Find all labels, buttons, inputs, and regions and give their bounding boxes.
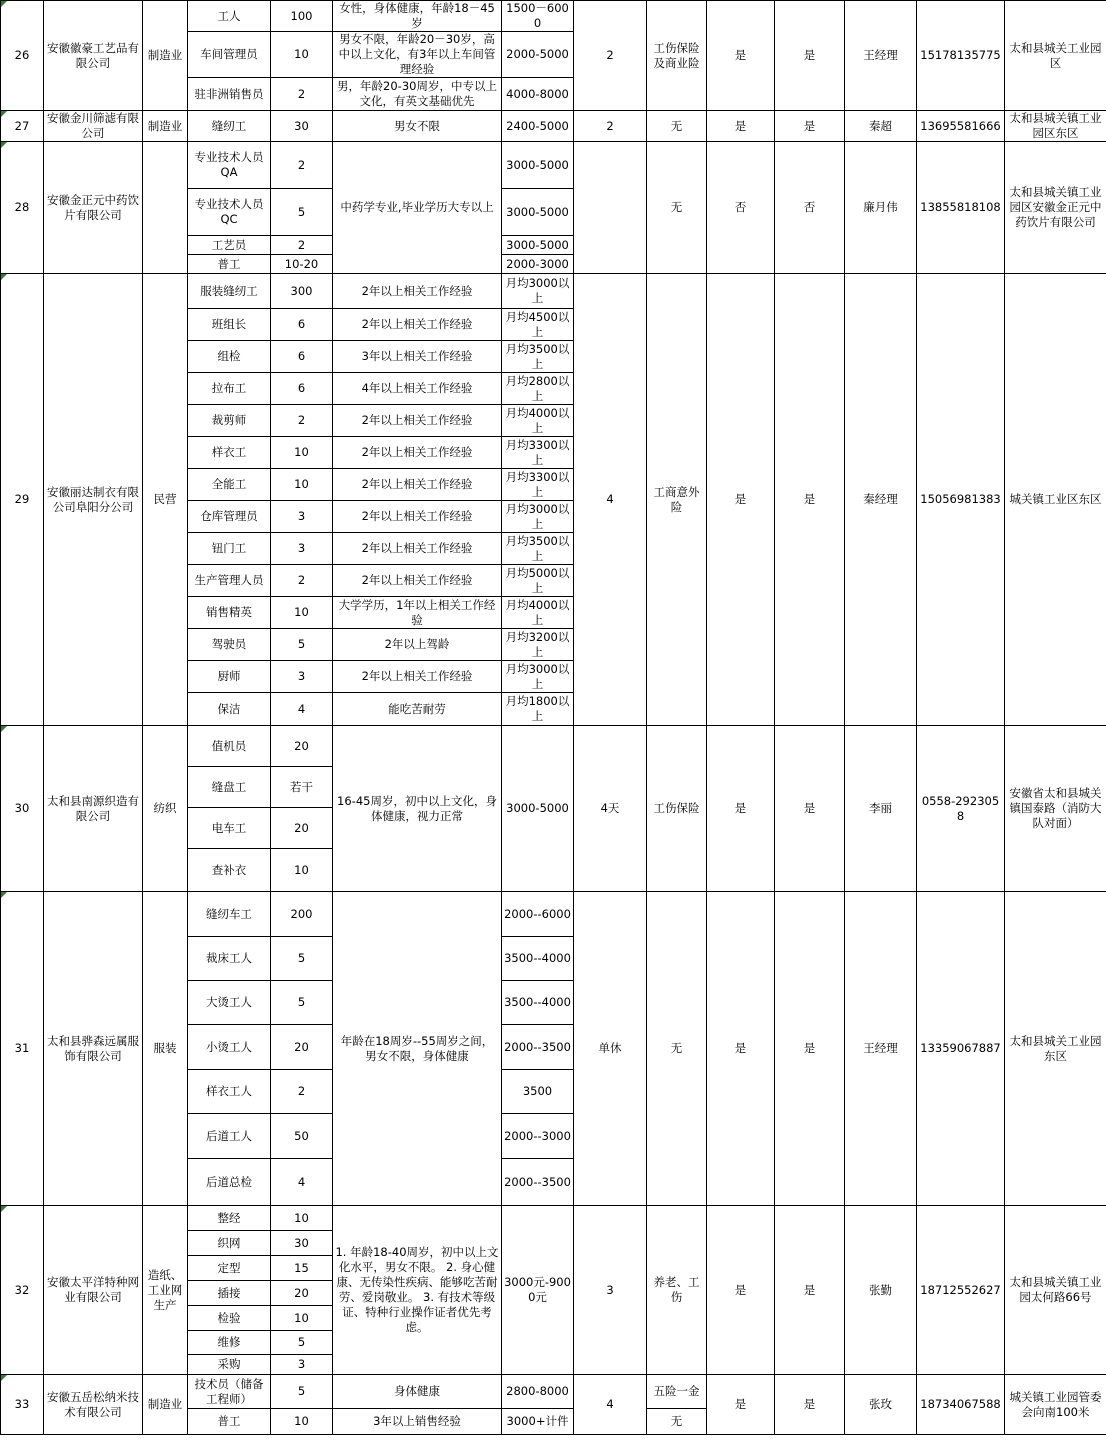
position-count-cell: 5: [271, 629, 333, 661]
contact-cell: 秦超: [845, 111, 917, 142]
position-count-cell: 30: [271, 1231, 333, 1256]
position-title-cell: 仓库管理员: [188, 501, 271, 533]
position-count-cell: 6: [271, 373, 333, 405]
position-title-cell: 查补衣: [188, 849, 271, 892]
salary-cell: 月均3000以上: [502, 274, 574, 309]
salary-cell: 月均1800以上: [502, 693, 574, 726]
rest-days-cell: 3: [574, 1206, 647, 1375]
position-title-cell: 班组长: [188, 309, 271, 341]
table-row: [1, 111, 1106, 142]
position-count-cell: 10: [271, 1409, 333, 1435]
position-count-cell: 10: [271, 437, 333, 469]
insurance-cell: 无: [647, 142, 707, 274]
position-count-cell: 4: [271, 693, 333, 726]
rest-days-cell: 2: [574, 1, 647, 111]
position-title-cell: 普工: [188, 255, 271, 274]
position-title-cell: 裁剪师: [188, 405, 271, 437]
table-row: [1, 1375, 1106, 1409]
position-count-cell: 10: [271, 1206, 333, 1231]
requirement-cell: 2年以上相关工作经验: [333, 405, 502, 437]
salary-cell: 2800-8000: [502, 1375, 574, 1409]
address-cell: 太和县城关镇工业园区东区: [1005, 111, 1106, 142]
requirement-cell: 年龄在18周岁--55周岁之间，男女不限，身体健康: [333, 892, 502, 1206]
position-count-cell: 15: [271, 1256, 333, 1281]
position-title-cell: 专业技术人员QC: [188, 189, 271, 236]
requirement-cell: 女性，身体健康，年龄18－45岁: [333, 1, 502, 32]
salary-cell: 月均4000以上: [502, 405, 574, 437]
company-name-cell: 安徽丽达制衣有限公司阜阳分公司: [44, 274, 143, 726]
position-title-cell: 缝纫车工: [188, 892, 271, 937]
position-title-cell: 值机员: [188, 726, 271, 767]
requirement-cell: 4年以上相关工作经验: [333, 373, 502, 405]
requirement-cell: 身体健康: [333, 1375, 502, 1409]
salary-cell: 4000-8000: [502, 78, 574, 111]
industry-cell: 纺织: [143, 726, 188, 892]
position-title-cell: 厨师: [188, 661, 271, 693]
insurance-cell: 工商意外险: [647, 274, 707, 726]
housing-cell: 是: [775, 111, 845, 142]
housing-cell: 是: [775, 274, 845, 726]
position-title-cell: 组检: [188, 341, 271, 373]
position-count-cell: 3: [271, 533, 333, 565]
salary-cell: 1500－6000: [502, 1, 574, 32]
position-count-cell: 100: [271, 1, 333, 32]
salary-cell: 3000-5000: [502, 236, 574, 255]
salary-cell: 3500--4000: [502, 981, 574, 1025]
housing-cell: 否: [775, 142, 845, 274]
position-count-cell: 20: [271, 1281, 333, 1306]
salary-cell: 2000-5000: [502, 32, 574, 78]
industry-cell: 民营: [143, 274, 188, 726]
phone-cell: 13695581666: [917, 111, 1005, 142]
position-count-cell: 5: [271, 1331, 333, 1355]
position-count-cell: 10: [271, 32, 333, 78]
position-title-cell: 小烫工人: [188, 1025, 271, 1070]
salary-cell: 2000--3500: [502, 1159, 574, 1206]
company-name-cell: 安徽金川筛滤有限公司: [44, 111, 143, 142]
position-count-cell: 20: [271, 726, 333, 767]
position-title-cell: 普工: [188, 1409, 271, 1435]
position-title-cell: 整经: [188, 1206, 271, 1231]
salary-cell: 2000--3500: [502, 1025, 574, 1070]
table-row: [1, 274, 1106, 309]
position-count-cell: 若干: [271, 767, 333, 808]
rest-days-cell: 4天: [574, 726, 647, 892]
company-no-cell: 26: [1, 1, 44, 111]
industry-cell: 制造业: [143, 1375, 188, 1435]
salary-cell: 2000--3000: [502, 1114, 574, 1159]
meals-cell: 是: [707, 274, 775, 726]
meals-cell: 是: [707, 1, 775, 111]
position-title-cell: 织网: [188, 1231, 271, 1256]
salary-cell: 2000-3000: [502, 255, 574, 274]
company-name-cell: 安徽徽豪工艺品有限公司: [44, 1, 143, 111]
position-title-cell: 检验: [188, 1306, 271, 1331]
position-count-cell: 20: [271, 808, 333, 849]
address-cell: 太和县城关镇工业园太何路66号: [1005, 1206, 1106, 1375]
requirement-cell: 男女不限，年龄20－30岁，高中以上文化，有3年以上车间管理经验: [333, 32, 502, 78]
position-title-cell: 保洁: [188, 693, 271, 726]
company-no-cell: 29: [1, 274, 44, 726]
insurance-cell: 无: [647, 892, 707, 1206]
position-title-cell: 后道总检: [188, 1159, 271, 1206]
salary-cell: 3000+计件: [502, 1409, 574, 1435]
company-no-cell: 33: [1, 1375, 44, 1435]
salary-cell: 月均4000以上: [502, 597, 574, 629]
table-row: [1, 142, 1106, 189]
phone-cell: 15056981383: [917, 274, 1005, 726]
salary-cell: 3000元-9000元: [502, 1206, 574, 1375]
position-title-cell: 技术员（储备工程师）: [188, 1375, 271, 1409]
phone-cell: 18712552627: [917, 1206, 1005, 1375]
requirement-cell: 2年以上相关工作经验: [333, 533, 502, 565]
meals-cell: 是: [707, 726, 775, 892]
requirement-cell: 2年以上相关工作经验: [333, 565, 502, 597]
position-title-cell: 后道工人: [188, 1114, 271, 1159]
requirement-cell: 男女不限: [333, 111, 502, 142]
position-title-cell: 大烫工人: [188, 981, 271, 1025]
address-cell: 太和县城关镇工业园区安徽金正元中药饮片有限公司: [1005, 142, 1106, 274]
salary-cell: 月均2800以上: [502, 373, 574, 405]
salary-cell: 3500--4000: [502, 937, 574, 981]
position-count-cell: 30: [271, 111, 333, 142]
insurance-cell: 五险一金: [647, 1375, 707, 1409]
position-count-cell: 5: [271, 937, 333, 981]
salary-cell: 月均3300以上: [502, 437, 574, 469]
position-count-cell: 50: [271, 1114, 333, 1159]
position-count-cell: 2: [271, 236, 333, 255]
table-row: [1, 1, 1106, 32]
contact-cell: 秦经理: [845, 274, 917, 726]
phone-cell: 15178135775: [917, 1, 1005, 111]
requirement-cell: 2年以上相关工作经验: [333, 469, 502, 501]
requirement-cell: 男，年龄20-30周岁，中专以上文化，有英文基础优先: [333, 78, 502, 111]
salary-cell: 月均4500以上: [502, 309, 574, 341]
insurance-cell: 工伤保险: [647, 726, 707, 892]
salary-cell: 月均3000以上: [502, 501, 574, 533]
salary-cell: 3000-5000: [502, 142, 574, 189]
position-count-cell: 10: [271, 597, 333, 629]
position-count-cell: 5: [271, 189, 333, 236]
housing-cell: 是: [775, 892, 845, 1206]
address-cell: 太和县城关工业园区: [1005, 1, 1106, 111]
requirement-cell: 大学学历，1年以上相关工作经验: [333, 597, 502, 629]
position-title-cell: 钮门工: [188, 533, 271, 565]
position-count-cell: 3: [271, 1355, 333, 1375]
industry-cell: 服装: [143, 892, 188, 1206]
position-count-cell: 10: [271, 1306, 333, 1331]
position-count-cell: 3: [271, 501, 333, 533]
salary-cell: 月均3200以上: [502, 629, 574, 661]
housing-cell: 是: [775, 1, 845, 111]
meals-cell: 否: [707, 142, 775, 274]
rest-days-cell: 单休: [574, 892, 647, 1206]
position-title-cell: 缝盘工: [188, 767, 271, 808]
requirement-cell: 中药学专业,毕业学历大专以上: [333, 142, 502, 274]
table-row: [1, 1206, 1106, 1231]
requirement-cell: 2年以上相关工作经验: [333, 661, 502, 693]
position-count-cell: 200: [271, 892, 333, 937]
salary-cell: 月均3500以上: [502, 533, 574, 565]
position-title-cell: 驾驶员: [188, 629, 271, 661]
requirement-cell: 16-45周岁，初中以上文化，身体健康，视力正常: [333, 726, 502, 892]
address-cell: 城关镇工业园管委会向南100米: [1005, 1375, 1106, 1435]
position-title-cell: 车间管理员: [188, 32, 271, 78]
position-count-cell: 5: [271, 981, 333, 1025]
company-no-cell: 31: [1, 892, 44, 1206]
position-count-cell: 3: [271, 661, 333, 693]
position-count-cell: 4: [271, 1159, 333, 1206]
position-title-cell: 全能工: [188, 469, 271, 501]
company-name-cell: 安徽太平洋特种网业有限公司: [44, 1206, 143, 1375]
position-count-cell: 10: [271, 469, 333, 501]
position-count-cell: 6: [271, 309, 333, 341]
requirement-cell: 2年以上相关工作经验: [333, 274, 502, 309]
industry-cell: 制造业: [143, 111, 188, 142]
company-no-cell: 28: [1, 142, 44, 274]
table-row: [1, 892, 1106, 937]
position-title-cell: 生产管理人员: [188, 565, 271, 597]
position-title-cell: 工人: [188, 1, 271, 32]
meals-cell: 是: [707, 1206, 775, 1375]
contact-cell: 张勤: [845, 1206, 917, 1375]
position-title-cell: 工艺员: [188, 236, 271, 255]
position-count-cell: 2: [271, 78, 333, 111]
position-title-cell: 缝纫工: [188, 111, 271, 142]
contact-cell: 李丽: [845, 726, 917, 892]
position-title-cell: 插接: [188, 1281, 271, 1306]
position-count-cell: 10: [271, 849, 333, 892]
requirement-cell: 2年以上驾龄: [333, 629, 502, 661]
position-title-cell: 样衣工人: [188, 1070, 271, 1114]
industry-cell: 造纸、工业网生产: [143, 1206, 188, 1375]
rest-days-cell: 2: [574, 111, 647, 142]
position-title-cell: 维修: [188, 1331, 271, 1355]
company-name-cell: 太和县骅森远属服饰有限公司: [44, 892, 143, 1206]
salary-cell: 月均3000以上: [502, 661, 574, 693]
industry-cell: [143, 142, 188, 274]
position-title-cell: 拉布工: [188, 373, 271, 405]
insurance-cell: 无: [647, 1409, 707, 1435]
company-no-cell: 32: [1, 1206, 44, 1375]
requirement-cell: 1. 年龄18-40周岁，初中以上文化水平，男女不限。 2. 身心健康、无传染性疾病、能够吃苦耐劳、爱岗敬业。 3. 有技术等级证、特种行业操作证者优先考虑。: [333, 1206, 502, 1375]
rest-days-cell: 4: [574, 1375, 647, 1435]
position-count-cell: 10-20: [271, 255, 333, 274]
contact-cell: 张玫: [845, 1375, 917, 1435]
address-cell: 城关镇工业区东区: [1005, 274, 1106, 726]
housing-cell: 是: [775, 726, 845, 892]
position-count-cell: 2: [271, 1070, 333, 1114]
phone-cell: 18734067588: [917, 1375, 1005, 1435]
company-no-cell: 27: [1, 111, 44, 142]
requirement-cell: 2年以上相关工作经验: [333, 309, 502, 341]
address-cell: 安徽省太和县城关镇国泰路（消防大队对面）: [1005, 726, 1106, 892]
salary-cell: 3000-5000: [502, 189, 574, 236]
position-count-cell: 300: [271, 274, 333, 309]
position-title-cell: 专业技术人员QA: [188, 142, 271, 189]
position-title-cell: 裁床工人: [188, 937, 271, 981]
contact-cell: 王经理: [845, 892, 917, 1206]
phone-cell: 0558-2923058: [917, 726, 1005, 892]
company-name-cell: 安徽五岳松纳米技术有限公司: [44, 1375, 143, 1435]
salary-cell: 3500: [502, 1070, 574, 1114]
position-title-cell: 定型: [188, 1256, 271, 1281]
meals-cell: 是: [707, 111, 775, 142]
rest-days-cell: [574, 142, 647, 274]
position-count-cell: 2: [271, 142, 333, 189]
meals-cell: 是: [707, 1375, 775, 1435]
contact-cell: 王经理: [845, 1, 917, 111]
housing-cell: 是: [775, 1375, 845, 1435]
position-count-cell: 2: [271, 405, 333, 437]
contact-cell: 廉月伟: [845, 142, 917, 274]
address-cell: 太和县城关工业园东区: [1005, 892, 1106, 1206]
requirement-cell: 2年以上相关工作经验: [333, 437, 502, 469]
salary-cell: 3000-5000: [502, 726, 574, 892]
insurance-cell: 无: [647, 111, 707, 142]
phone-cell: 13855818108: [917, 142, 1005, 274]
salary-cell: 2000--6000: [502, 892, 574, 937]
position-count-cell: 2: [271, 565, 333, 597]
requirement-cell: 能吃苦耐劳: [333, 693, 502, 726]
housing-cell: 是: [775, 1206, 845, 1375]
salary-cell: 2400-5000: [502, 111, 574, 142]
position-title-cell: 样衣工: [188, 437, 271, 469]
industry-cell: 制造业: [143, 1, 188, 111]
company-no-cell: 30: [1, 726, 44, 892]
position-count-cell: 5: [271, 1375, 333, 1409]
position-title-cell: 销售精英: [188, 597, 271, 629]
table-row: [1, 726, 1106, 767]
phone-cell: 13359067887: [917, 892, 1005, 1206]
requirement-cell: 2年以上相关工作经验: [333, 501, 502, 533]
position-title-cell: 服装缝纫工: [188, 274, 271, 309]
position-title-cell: 采购: [188, 1355, 271, 1375]
requirement-cell: 3年以上销售经验: [333, 1409, 502, 1435]
salary-cell: 月均3300以上: [502, 469, 574, 501]
salary-cell: 月均5000以上: [502, 565, 574, 597]
salary-cell: 月均3500以上: [502, 341, 574, 373]
requirement-cell: 3年以上相关工作经验: [333, 341, 502, 373]
meals-cell: 是: [707, 892, 775, 1206]
insurance-cell: 养老、工伤: [647, 1206, 707, 1375]
position-title-cell: 驻非洲销售员: [188, 78, 271, 111]
insurance-cell: 工伤保险及商业险: [647, 1, 707, 111]
position-title-cell: 电车工: [188, 808, 271, 849]
rest-days-cell: 4: [574, 274, 647, 726]
position-count-cell: 20: [271, 1025, 333, 1070]
company-name-cell: 太和县南源织造有限公司: [44, 726, 143, 892]
company-name-cell: 安徽金正元中药饮片有限公司: [44, 142, 143, 274]
position-count-cell: 6: [271, 341, 333, 373]
